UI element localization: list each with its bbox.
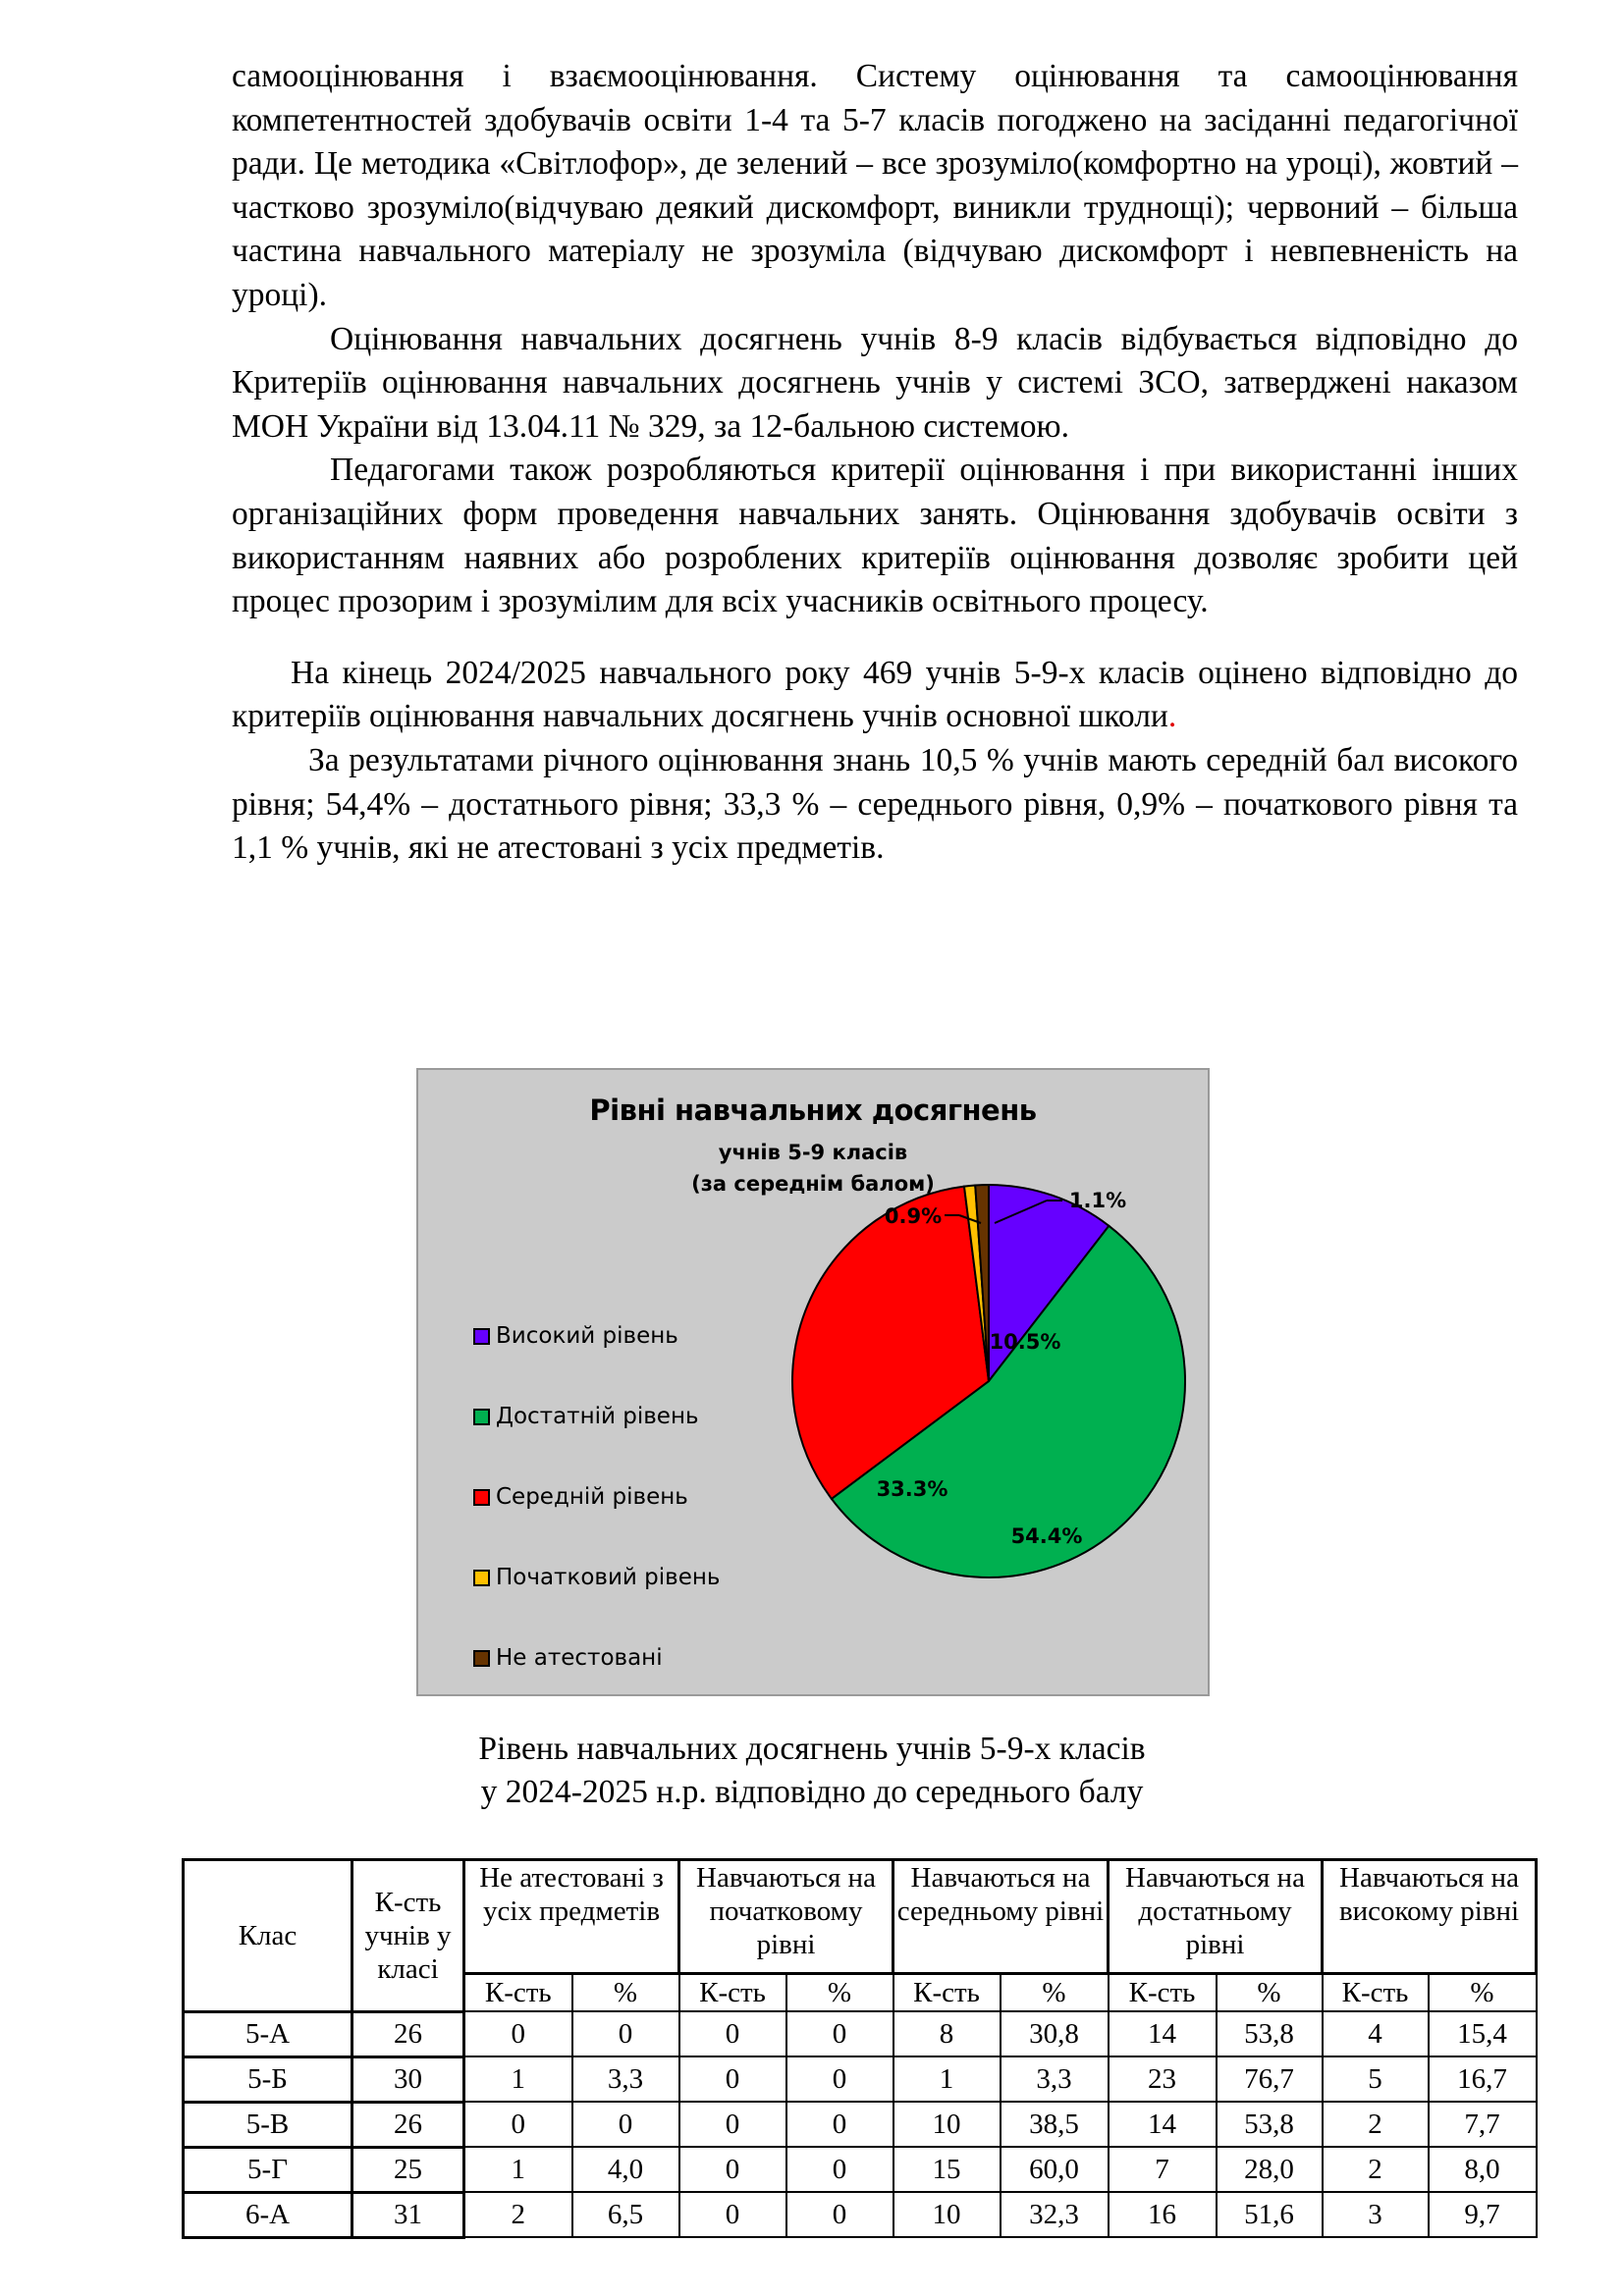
legend-item: Початковий рівень <box>473 1537 720 1618</box>
header-initial: Навчаються на початковому рівні <box>679 1860 893 1974</box>
label-average: 33.3% <box>876 1477 948 1501</box>
table-cell: 30,8 <box>1001 2011 1109 2056</box>
table-caption: Рівень навчальних досягнень учнів 5-9-х класів у 2024-2025 н.р. відповідно до середнього балу <box>478 1731 1146 1810</box>
table-cell: 1 <box>464 2056 572 2102</box>
table-cell: 0 <box>786 2011 893 2056</box>
table-cell: 1 <box>893 2056 1001 2102</box>
subheader-pct: % <box>1217 1974 1323 2012</box>
table-cell: 3 <box>1323 2192 1429 2237</box>
header-sufficient: Навчаються на достатньому рівні <box>1109 1860 1323 1974</box>
table-cell: 30 <box>352 2056 464 2102</box>
subheader-count: К-сть <box>1323 1974 1429 2012</box>
table-cell: 14 <box>1109 2102 1217 2147</box>
subheader-count: К-сть <box>679 1974 786 2012</box>
table-cell: 10 <box>893 2102 1001 2147</box>
table-cell: 10 <box>893 2192 1001 2237</box>
legend-item: Достатній рівень <box>473 1376 720 1457</box>
header-count: К-сть учнів у класі <box>352 1860 464 2012</box>
table-cell: 9,7 <box>1429 2192 1537 2237</box>
table-cell: 38,5 <box>1001 2102 1109 2147</box>
legend-item: Середній рівень <box>473 1457 720 1537</box>
table-cell: 32,3 <box>1001 2192 1109 2237</box>
table-cell: 23 <box>1109 2056 1217 2102</box>
paragraph-results: За результатами річного оцінювання знань 10,5 % учнів мають середній бал високого рівня; 54,4% – достатнього рівня; 33,3 % – середнього рівня, 0,9% – початкового рівня та 1,1 % учнів, які не атестовані з усіх предметів. <box>232 741 1518 867</box>
legend-item: Високий рівень <box>473 1296 720 1376</box>
table-cell: 0 <box>679 2011 786 2056</box>
pie-plot <box>418 1070 1210 1696</box>
cell-class: 5-Г <box>184 2147 352 2192</box>
table-row <box>184 2192 1537 2237</box>
table-cell: 2 <box>1323 2147 1429 2192</box>
table-cell: 0 <box>572 2102 679 2147</box>
table-cell: 31 <box>352 2192 464 2237</box>
subheader-count: К-сть <box>464 1974 572 2012</box>
table-cell: 25 <box>352 2147 464 2192</box>
table-cell: 1 <box>464 2147 572 2192</box>
label-initial: 0.9% <box>884 1204 943 1228</box>
header-class: Клас <box>184 1860 352 2012</box>
table-row <box>184 2147 1537 2192</box>
table-cell: 0 <box>572 2011 679 2056</box>
table-cell: 0 <box>786 2102 893 2147</box>
subheader-pct: % <box>1001 1974 1109 2012</box>
table-cell: 26 <box>352 2102 464 2147</box>
table-cell: 6,5 <box>572 2192 679 2237</box>
subheader-pct: % <box>786 1974 893 2012</box>
label-high: 10.5% <box>989 1330 1061 1354</box>
table-row <box>184 2011 1537 2056</box>
label-not-certified: 1.1% <box>1068 1189 1127 1212</box>
table-cell: 15,4 <box>1429 2011 1537 2056</box>
table-cell: 53,8 <box>1217 2102 1323 2147</box>
table-cell: 2 <box>1323 2102 1429 2147</box>
cell-class: 5-В <box>184 2102 352 2147</box>
table-cell: 60,0 <box>1001 2147 1109 2192</box>
table-cell: 5 <box>1323 2056 1429 2102</box>
paragraph-self-assessment: самооцінювання і взаємооцінювання. Систему оцінювання та самооцінювання компетентностей здобувачів освіти 1-4 та 5-7 класів погоджено на засіданні педагогічної ради. Це методика «Світлофор», де зелений – все зрозуміло(комфортно на уроці), жовтий – частково зрозуміло(відчуваю деякий дискомфорт, виникли труднощі); червоний – більша частина навчального матеріалу не зрозуміла (відчуваю дискомфорт і невпевненість на уроці). <box>232 58 1518 313</box>
table-cell: 8 <box>893 2011 1001 2056</box>
cell-class: 5-Б <box>184 2056 352 2102</box>
table-cell: 2 <box>464 2192 572 2237</box>
chart-subtitle: учнів 5-9 класів <box>718 1141 908 1164</box>
achievement-table <box>182 1858 1538 2239</box>
legend-item: Не атестовані <box>473 1618 720 1698</box>
paragraph-criteria: Педагогами також розробляються критерії оцінювання і при використанні інших організаційних форм проведення навчальних занять. Оцінювання здобувачів освіти з використанням наявних або розроблених критеріїв оцінювання дозволяє зробити цей процес прозорим і зрозумілим для всіх учасників освітнього процесу. <box>232 452 1518 620</box>
table-cell: 26 <box>352 2011 464 2056</box>
subheader-pct: % <box>1429 1974 1537 2012</box>
table-cell: 3,3 <box>572 2056 679 2102</box>
table-cell: 0 <box>679 2147 786 2192</box>
table-cell: 3,3 <box>1001 2056 1109 2102</box>
table-cell: 28,0 <box>1217 2147 1323 2192</box>
table-cell: 8,0 <box>1429 2147 1537 2192</box>
header-not-certified: Не атестовані з усіх предметів <box>464 1860 679 1974</box>
table-cell: 0 <box>679 2192 786 2237</box>
table-row <box>184 2102 1537 2147</box>
table-cell: 15 <box>893 2147 1001 2192</box>
label-sufficient: 54.4% <box>1010 1524 1083 1548</box>
table-cell: 51,6 <box>1217 2192 1323 2237</box>
table-cell: 53,8 <box>1217 2011 1323 2056</box>
table-cell: 76,7 <box>1217 2056 1323 2102</box>
table-cell: 0 <box>786 2192 893 2237</box>
table-cell: 4,0 <box>572 2147 679 2192</box>
chart-title: Рівні навчальних досягнень <box>589 1094 1037 1127</box>
table-cell: 14 <box>1109 2011 1217 2056</box>
table-cell: 0 <box>679 2056 786 2102</box>
paragraph-year-end: На кінець 2024/2025 навчального року 469 учнів 5-9-х класів оцінено відповідно до критеріїв оцінювання навчальних досягнень учнів основної школи. <box>232 654 1518 735</box>
table-cell: 0 <box>786 2056 893 2102</box>
subheader-count: К-сть <box>1109 1974 1217 2012</box>
table-cell: 7 <box>1109 2147 1217 2192</box>
header-high: Навчаються на високому рівні <box>1323 1860 1537 1974</box>
subheader-pct: % <box>572 1974 679 2012</box>
document-body <box>232 55 1518 871</box>
subheader-count: К-сть <box>893 1974 1001 2012</box>
header-average: Навчаються на середньому рівні <box>893 1860 1109 1974</box>
paragraph-grading-8-9: Оцінювання навчальних досягнень учнів 8-9 класів відбувається відповідно до Критеріїв оцінювання навчальних досягнень учнів у системі ЗСО, затверджені наказом МОН України від 13.04.11 № 329, за 12-бальною системою. <box>232 320 1518 445</box>
table-cell: 0 <box>464 2102 572 2147</box>
pie-chart <box>416 1068 1210 1696</box>
table-cell: 0 <box>786 2147 893 2192</box>
table-cell: 16 <box>1109 2192 1217 2237</box>
table-cell: 7,7 <box>1429 2102 1537 2147</box>
table-cell: 4 <box>1323 2011 1429 2056</box>
cell-class: 6-А <box>184 2192 352 2237</box>
table-cell: 0 <box>464 2011 572 2056</box>
table-row <box>184 2056 1537 2102</box>
chart-subtitle-2: (за середнім балом) <box>691 1172 935 1196</box>
table-cell: 0 <box>679 2102 786 2147</box>
cell-class: 5-А <box>184 2011 352 2056</box>
table-cell: 16,7 <box>1429 2056 1537 2102</box>
